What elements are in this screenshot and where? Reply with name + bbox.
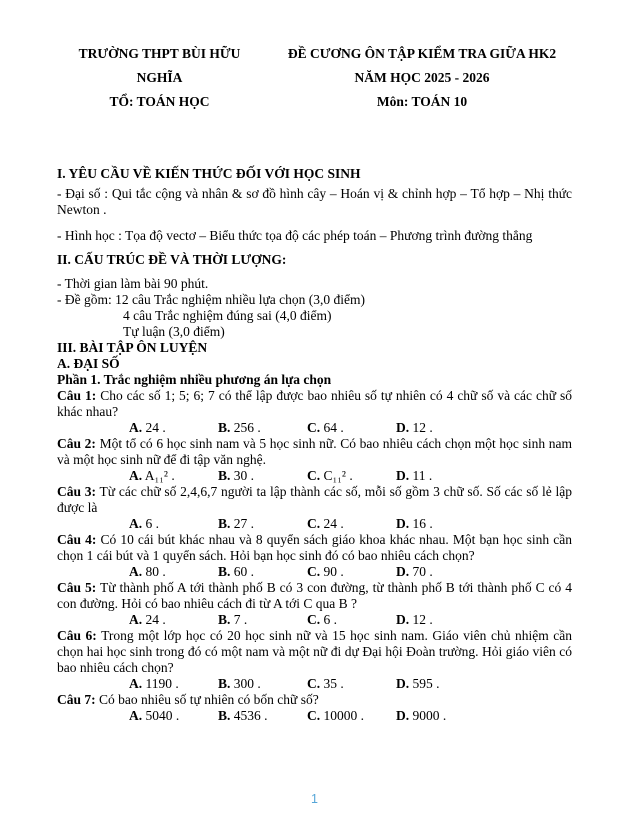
option-key: B. [218,516,231,531]
option-key: B. [218,708,231,723]
option-a [129,612,218,628]
question-text: Có 10 cái bút khác nhau và 8 quyển sách giáo khoa khác nhau. Một bạn học sinh cần chọn 1 cái bút và 1 quyển sách. Hỏi bạn học sinh đó có bao nhiêu cách chọn? [57,532,573,563]
option-b [218,564,307,580]
section1-line1: - Đại số : Qui tắc cộng và nhân & sơ đồ hình cây – Hoán vị & chỉnh hợp – Tổ hợp – Nhị thức Newton . [57,186,572,217]
option-d [396,708,446,724]
option-key: B. [218,420,231,435]
section3-part-heading: Phần 1. Trắc nghiệm nhiều phương án lựa chọn [57,372,332,387]
option-a [129,420,218,436]
page-number: 1 [311,792,318,806]
question-text: Một tổ có 6 học sinh nam và 5 học sinh nữ. Có bao nhiêu cách chọn một học sinh nam và một học sinh nữ để đi tập văn nghệ. [57,436,572,467]
question-4-paragraph [57,532,572,564]
option-value: 70 . [412,564,433,579]
question-7-paragraph [57,692,572,708]
question-text: Cho các số 1; 5; 6; 7 có thể lập được bao nhiêu số tự nhiên có 4 chữ số và các chữ số khác nhau? [57,388,573,419]
option-key: C. [307,420,321,435]
question-3 [57,484,572,532]
section2-line4: Tự luận (3,0 điểm) [123,324,225,339]
question-1-options [129,420,572,436]
school-year: NĂM HỌC 2025 - 2026 [354,70,490,85]
option-key: D. [396,516,410,531]
option-key: B. [218,468,231,483]
option-value: 30 . [233,468,255,483]
question-7-options [129,708,572,724]
section2-line2: - Đề gồm: 12 câu Trắc nghiệm nhiều lựa chọn (3,0 điểm) [57,292,366,307]
subject-name: Môn: TOÁN 10 [376,94,468,109]
section2-line3: 4 câu Trắc nghiệm đúng sai (4,0 điểm) [123,308,332,323]
question-label: Câu 2: [57,436,96,451]
option-key: A. [129,516,143,531]
option-c [307,612,396,628]
option-value: 11 . [412,468,433,483]
option-value: A₁₁² . [144,468,175,483]
option-value: 35 . [323,676,344,691]
option-value: 4536 . [233,708,268,723]
option-c [307,468,396,484]
option-d [396,676,440,692]
option-value: 16 . [412,516,433,531]
option-b [218,420,307,436]
option-value: 12 . [412,612,433,627]
section1-heading: I. YÊU CẦU VỀ KIẾN THỨC ĐỐI VỚI HỌC SINH [57,166,361,181]
question-7 [57,692,572,724]
option-value: 7 . [233,612,248,627]
option-key: C. [307,612,321,627]
question-label: Câu 5: [57,580,97,595]
question-label: Câu 7: [57,692,96,707]
option-a [129,516,218,532]
option-a [129,708,218,724]
department-name: TỔ: TOÁN HỌC [109,94,210,109]
option-key: B. [218,612,231,627]
option-b [218,612,307,628]
option-c [307,708,396,724]
question-4-options [129,564,572,580]
option-key: C. [307,676,321,691]
option-c [307,676,396,692]
option-d [396,612,433,628]
option-value: 6 . [145,516,159,531]
option-d [396,468,432,484]
question-text: Từ thành phố A tới thành phố B có 3 con đường, từ thành phố B tới thành phố C có 4 con đường. Hỏi có bao nhiêu cách đi từ A tới C qua B ? [57,580,572,611]
option-value: C₁₁² . [323,468,353,483]
option-value: 60 . [233,564,255,579]
option-b [218,708,307,724]
question-2-options [129,468,572,484]
option-key: A. [129,612,143,627]
title-block [272,42,572,114]
option-value: 24 . [145,420,166,435]
option-key: D. [396,420,410,435]
option-value: 1190 . [145,676,179,691]
option-value: 12 . [412,420,433,435]
option-key: D. [396,676,410,691]
option-value: 90 . [323,564,344,579]
option-key: B. [218,676,231,691]
option-key: A. [129,420,143,435]
option-key: D. [396,708,410,723]
option-key: A. [129,676,143,691]
section2-line1: - Thời gian làm bài 90 phút. [57,276,209,291]
option-d [396,564,433,580]
question-2-paragraph [57,436,572,468]
question-3-paragraph [57,484,572,516]
option-key: C. [307,516,321,531]
option-key: D. [396,468,410,483]
option-d [396,420,433,436]
section2-heading: II. CẤU TRÚC ĐỀ VÀ THỜI LƯỢNG: [57,252,287,267]
question-6 [57,628,572,692]
option-key: C. [307,708,321,723]
question-5-paragraph [57,580,572,612]
option-a [129,564,218,580]
option-value: 6 . [323,612,337,627]
option-value: 27 . [233,516,255,531]
question-5 [57,580,572,628]
section1-line2: - Hình học : Tọa độ vectơ – Biểu thức tọa độ các phép toán – Phương trình đường thẳng [57,228,533,243]
question-2 [57,436,572,484]
option-value: 64 . [323,420,344,435]
question-label: Câu 1: [57,388,97,403]
option-a [129,468,218,484]
document-header [57,42,572,114]
question-text: Trong một lớp học có 20 học sinh nữ và 15 học sinh nam. Giáo viên chủ nhiệm cần chọn hai học sinh trong đó có một nam và một nữ đi dự Đại hội Đoàn trường. Hỏi giáo viên có bao nhiêu cách chọn? [57,628,572,675]
option-value: 24 . [145,612,166,627]
question-5-options [129,612,572,628]
question-label: Câu 4: [57,532,97,547]
option-value: 80 . [145,564,166,579]
question-4 [57,532,572,580]
option-value: 10000 . [323,708,364,723]
option-c [307,516,396,532]
question-1 [57,388,572,436]
option-d [396,516,433,532]
option-value: 5040 . [145,708,180,723]
option-value: 595 . [412,676,440,691]
option-c [307,420,396,436]
option-a [129,676,218,692]
section3-subheading: A. ĐẠI SỐ [57,356,120,371]
option-b [218,468,307,484]
section3-heading: III. BÀI TẬP ÔN LUYỆN [57,340,208,355]
option-key: C. [307,468,321,483]
option-b [218,516,307,532]
option-key: A. [129,708,143,723]
option-c [307,564,396,580]
option-key: A. [129,564,143,579]
question-1-paragraph [57,388,572,420]
option-value: 9000 . [412,708,447,723]
question-text: Có bao nhiêu số tự nhiên có bốn chữ số? [99,692,319,707]
question-3-options [129,516,572,532]
option-value: 256 . [233,420,261,435]
option-b [218,676,307,692]
option-key: B. [218,564,231,579]
option-key: D. [396,564,410,579]
question-label: Câu 6: [57,628,97,643]
school-block [57,42,262,114]
question-label: Câu 3: [57,484,97,499]
option-key: D. [396,612,410,627]
option-key: A. [129,468,143,483]
question-6-paragraph [57,628,572,676]
option-value: 300 . [233,676,261,691]
document-title: ĐỀ CƯƠNG ÔN TẬP KIỂM TRA GIỮA HK2 [287,46,557,61]
question-text: Từ các chữ số 2,4,6,7 người ta lập thành các số, mỗi số gồm 3 chữ số. Số các số lẻ lập được là [57,484,572,515]
option-value: 24 . [323,516,344,531]
option-key: C. [307,564,321,579]
school-name: TRƯỜNG THPT BÙI HỮU NGHĨA [78,46,241,85]
question-6-options [129,676,572,692]
